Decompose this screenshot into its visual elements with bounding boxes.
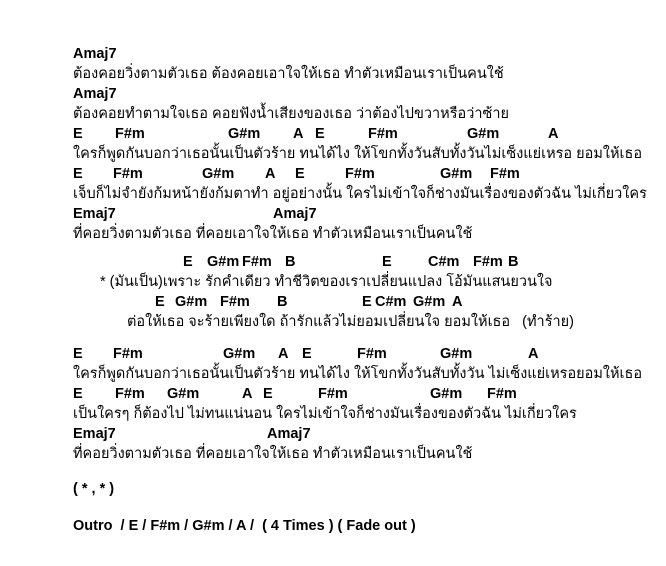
chord: E <box>315 126 325 142</box>
chord: F#m <box>487 386 517 402</box>
chord: E <box>263 386 273 402</box>
chord: F#m <box>113 346 143 362</box>
chord: F#m <box>357 346 387 362</box>
chord: E <box>73 386 83 402</box>
chord-line <box>0 84 666 104</box>
spacer <box>0 332 666 344</box>
chord: E <box>155 294 165 310</box>
chord: F#m <box>113 166 143 182</box>
chord: B <box>508 254 519 270</box>
chord: A <box>452 294 463 310</box>
chord: Emaj7 <box>73 426 116 442</box>
chord: E <box>382 254 392 270</box>
chord: A <box>293 126 304 142</box>
chord: Amaj7 <box>267 426 311 442</box>
spacer <box>0 244 666 252</box>
chord: E <box>183 254 193 270</box>
chord: F#m <box>115 386 145 402</box>
lyric-line: ที่คอยวิ่งตามตัวเธอ ที่คอยเอาใจให้เธอ ทำตัวเหมือนเราเป็นคนใช้ <box>73 226 473 242</box>
chord: A <box>265 166 276 182</box>
lyric-line: ใครก็พูดกันบอกว่าเธอนั้นเป็นตัวร้าย ทนได้ไง ให้โขกทั้งวันสับทั้งวัน ไม่เซ็งแย่เหรอยอมให้เธอ <box>73 366 643 382</box>
chord: G#m <box>202 166 235 182</box>
chord: E <box>302 346 312 362</box>
lyric-line: ต่อให้เธอ จะร้ายเพียงใด ถ้ารักแล้วไม่ยอมเปลี่ยนใจ ยอมให้เธอ (ทำร้าย) <box>127 314 574 330</box>
lyric-line: * (มันเป็น)เพราะ รักคำเดียว ทำชีวิตของเราเปลี่ยนแปลง โอ้มันแสนยวนใจ <box>100 274 553 290</box>
chord: Emaj7 <box>73 206 116 222</box>
repeat-marker: ( * , * ) <box>73 481 115 497</box>
chord: G#m <box>467 126 500 142</box>
chord: E <box>73 166 83 182</box>
chord: G#m <box>167 386 200 402</box>
lyric-line: ใครก็พูดกันบอกว่าเธอนั้นเป็นตัวร้าย ทนได้ไง ให้โขกทั้งวันสับทั้งวันไม่เซ็งแย่เหรอ ยอมให้เธอ <box>73 146 643 162</box>
chord: G#m <box>413 294 446 310</box>
chord: C#m <box>375 294 407 310</box>
chord: F#m <box>220 294 250 310</box>
chord: F#m <box>318 386 348 402</box>
chord: C#m <box>428 254 460 270</box>
chord: G#m <box>228 126 261 142</box>
chord-line <box>0 124 666 144</box>
chord: G#m <box>223 346 256 362</box>
chord: F#m <box>490 166 520 182</box>
lyric-line: ที่คอยวิ่งตามตัวเธอ ที่คอยเอาใจให้เธอ ทำตัวเหมือนเราเป็นคนใช้ <box>73 446 473 462</box>
chord: E <box>362 294 372 310</box>
chord: F#m <box>242 254 272 270</box>
chord-line <box>0 252 666 272</box>
chord: A <box>548 126 559 142</box>
chord: F#m <box>345 166 375 182</box>
chord: A <box>278 346 289 362</box>
chord: E <box>295 166 305 182</box>
chord-line <box>0 344 666 364</box>
lyric-line: ต้องคอยวิ่งตามตัวเธอ ต้องคอยเอาใจให้เธอ ทำตัวเหมือนเราเป็นคนใช้ <box>73 66 504 82</box>
chord: Amaj7 <box>273 206 317 222</box>
lyric-line: ต้องคอยทำตามใจเธอ คอยฟังน้ำเสียงของเธอ ว่าต้องไปขวาหรือว่าซ้าย <box>73 106 509 122</box>
chord: G#m <box>440 166 473 182</box>
chord: F#m <box>473 254 503 270</box>
chord: A <box>528 346 539 362</box>
chord: E <box>73 126 83 142</box>
chord: B <box>285 254 296 270</box>
chord: G#m <box>207 254 240 270</box>
chord: G#m <box>175 294 208 310</box>
spacer <box>0 499 666 516</box>
chord-line <box>0 44 666 64</box>
chord-line <box>0 292 666 312</box>
chord: G#m <box>440 346 473 362</box>
chord: G#m <box>430 386 463 402</box>
chord: F#m <box>368 126 398 142</box>
chord: B <box>277 294 288 310</box>
chord: A <box>242 386 253 402</box>
chord: Amaj7 <box>73 86 117 102</box>
chord: E <box>73 346 83 362</box>
chord: F#m <box>115 126 145 142</box>
spacer <box>0 464 666 479</box>
chord-line <box>0 424 666 444</box>
chord-line <box>0 164 666 184</box>
lyric-line: เป็นใครๆ ก็ต้องไป ไม่ทนแน่นอน ใครไม่เข้าใจก็ช่างมันเรื่องของตัวฉัน ไม่เกี่ยวใคร <box>73 406 577 422</box>
chord-line <box>0 204 666 224</box>
lyric-line: เจ็บก็ไม่จำยังก้มหน้ายังก้มตาทำ อยู่อย่างนั้น ใครไม่เข้าใจก็ช่างมันเรื่องของตัวฉัน ไม่เกี่ยวใคร <box>73 186 647 202</box>
chord: Amaj7 <box>73 46 117 62</box>
chord-line <box>0 384 666 404</box>
outro-line: Outro / E / F#m / G#m / A / ( 4 Times ) ( Fade out ) <box>73 518 416 534</box>
